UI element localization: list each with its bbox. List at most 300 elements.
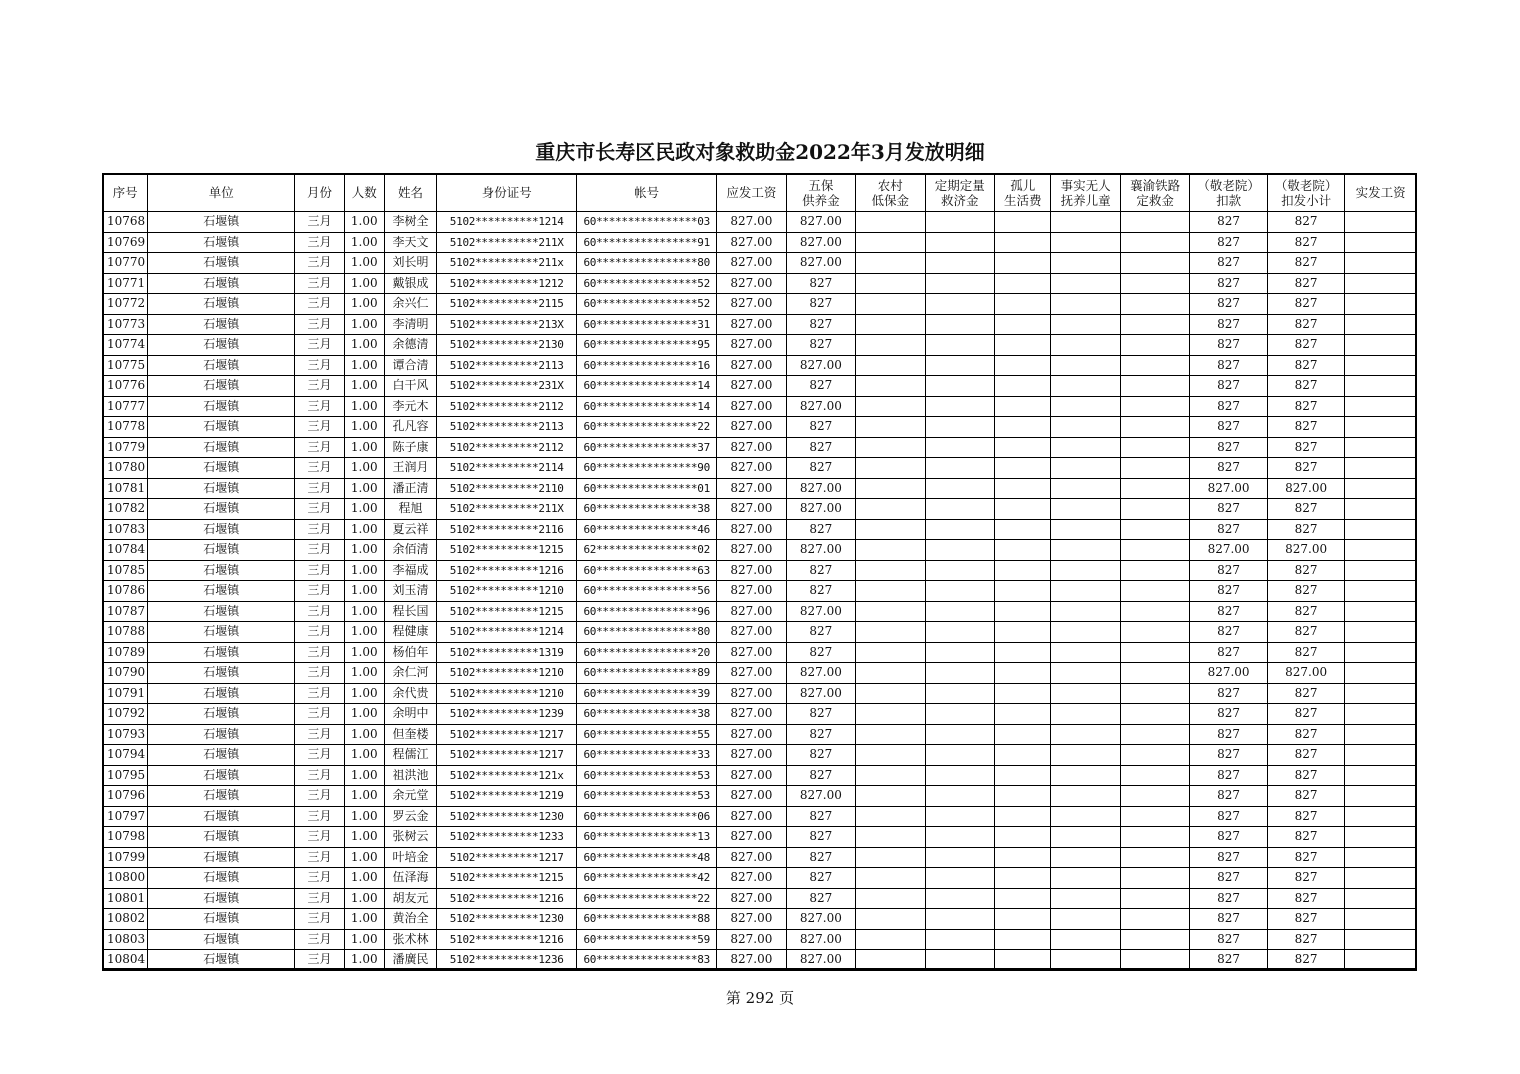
table-cell bbox=[1051, 847, 1120, 868]
table-cell: 827.00 bbox=[717, 232, 786, 253]
table-cell: 1.00 bbox=[344, 642, 384, 663]
table-cell bbox=[995, 560, 1051, 581]
table-cell bbox=[1051, 560, 1120, 581]
table-cell: 石堰镇 bbox=[148, 355, 295, 376]
table-cell: 5102**********1217 bbox=[437, 745, 577, 766]
table-cell: 张树云 bbox=[384, 827, 436, 848]
table-cell bbox=[995, 355, 1051, 376]
table-cell: 5102**********1217 bbox=[437, 724, 577, 745]
table-cell: 827 bbox=[1190, 601, 1268, 622]
table-cell bbox=[856, 909, 925, 930]
table-cell bbox=[1120, 519, 1189, 540]
table-cell bbox=[1345, 499, 1417, 520]
table-cell: 1.00 bbox=[344, 909, 384, 930]
table-cell bbox=[925, 560, 994, 581]
table-cell: 827 bbox=[786, 437, 855, 458]
table-cell bbox=[1120, 642, 1189, 663]
table-cell: 1.00 bbox=[344, 253, 384, 274]
table-cell bbox=[1051, 786, 1120, 807]
table-cell: 60****************37 bbox=[577, 437, 717, 458]
table-cell: 程旭 bbox=[384, 499, 436, 520]
table-cell: 60****************48 bbox=[577, 847, 717, 868]
table-cell: 827.00 bbox=[717, 478, 786, 499]
table-cell: 10795 bbox=[103, 765, 148, 786]
table-cell: 60****************96 bbox=[577, 601, 717, 622]
table-cell: 10781 bbox=[103, 478, 148, 499]
column-header: 应发工资 bbox=[717, 174, 786, 212]
table-cell bbox=[995, 909, 1051, 930]
table-cell bbox=[1051, 294, 1120, 315]
table-cell: 827 bbox=[1190, 827, 1268, 848]
table-cell: 5102**********2112 bbox=[437, 437, 577, 458]
table-cell bbox=[1051, 335, 1120, 356]
table-row bbox=[103, 888, 1417, 909]
page-number: 第 292 页 bbox=[725, 989, 795, 1007]
column-header: 身份证号 bbox=[437, 174, 577, 212]
table-cell: 827 bbox=[1267, 335, 1345, 356]
table-row bbox=[103, 212, 1417, 233]
table-cell: 1.00 bbox=[344, 622, 384, 643]
table-cell: 石堰镇 bbox=[148, 929, 295, 950]
table-row bbox=[103, 232, 1417, 253]
table-cell bbox=[1345, 376, 1417, 397]
table-cell: 余兴仁 bbox=[384, 294, 436, 315]
table-cell: 60****************91 bbox=[577, 232, 717, 253]
table-cell bbox=[925, 376, 994, 397]
table-cell: 5102**********2110 bbox=[437, 478, 577, 499]
table-cell bbox=[995, 786, 1051, 807]
table-cell: 石堰镇 bbox=[148, 909, 295, 930]
table-cell: 李树全 bbox=[384, 212, 436, 233]
table-cell: 1.00 bbox=[344, 663, 384, 684]
table-cell bbox=[925, 765, 994, 786]
table-cell: 石堰镇 bbox=[148, 663, 295, 684]
table-cell: 827 bbox=[1267, 396, 1345, 417]
table-cell bbox=[1051, 868, 1120, 889]
table-cell: 827.00 bbox=[717, 314, 786, 335]
table-cell bbox=[1120, 232, 1189, 253]
table-cell: 827.00 bbox=[786, 950, 855, 971]
table-cell bbox=[1051, 806, 1120, 827]
table-cell bbox=[856, 745, 925, 766]
table-cell bbox=[925, 950, 994, 971]
table-cell: 827 bbox=[1190, 888, 1268, 909]
table-cell: 5102**********121x bbox=[437, 765, 577, 786]
table-cell: 827 bbox=[1190, 765, 1268, 786]
table-cell: 1.00 bbox=[344, 355, 384, 376]
table-cell: 5102**********1230 bbox=[437, 806, 577, 827]
table-cell: 5102**********2113 bbox=[437, 355, 577, 376]
table-cell bbox=[925, 929, 994, 950]
table-cell: 60****************38 bbox=[577, 704, 717, 725]
table-cell: 827.00 bbox=[717, 355, 786, 376]
table-cell: 5102**********1215 bbox=[437, 540, 577, 561]
table-cell: 5102**********1215 bbox=[437, 601, 577, 622]
table-cell: 1.00 bbox=[344, 601, 384, 622]
table-cell bbox=[856, 478, 925, 499]
table-cell: 石堰镇 bbox=[148, 478, 295, 499]
table-cell: 827 bbox=[786, 376, 855, 397]
table-cell bbox=[1120, 212, 1189, 233]
table-cell: 1.00 bbox=[344, 314, 384, 335]
column-header: 孤儿 生活费 bbox=[995, 174, 1051, 212]
table-row bbox=[103, 929, 1417, 950]
table-cell bbox=[925, 622, 994, 643]
table-cell bbox=[1345, 581, 1417, 602]
table-cell bbox=[995, 437, 1051, 458]
table-cell: 5102**********211X bbox=[437, 232, 577, 253]
table-cell bbox=[995, 827, 1051, 848]
table-cell bbox=[995, 847, 1051, 868]
table-cell: 827.00 bbox=[717, 847, 786, 868]
table-cell: 60****************52 bbox=[577, 273, 717, 294]
table-cell: 827 bbox=[1267, 868, 1345, 889]
table-cell: 827.00 bbox=[1190, 663, 1268, 684]
table-cell: 陈子康 bbox=[384, 437, 436, 458]
table-cell bbox=[856, 519, 925, 540]
table-cell: 827.00 bbox=[717, 827, 786, 848]
table-cell: 827 bbox=[1267, 827, 1345, 848]
table-cell: 石堰镇 bbox=[148, 437, 295, 458]
table-cell bbox=[1051, 888, 1120, 909]
table-cell: 827 bbox=[1267, 212, 1345, 233]
table-cell: 刘玉清 bbox=[384, 581, 436, 602]
table-cell: 827 bbox=[1190, 253, 1268, 274]
table-cell: 5102**********1216 bbox=[437, 560, 577, 581]
table-cell: 60****************95 bbox=[577, 335, 717, 356]
table-cell bbox=[925, 540, 994, 561]
table-cell: 10778 bbox=[103, 417, 148, 438]
table-cell bbox=[1120, 540, 1189, 561]
table-cell bbox=[856, 273, 925, 294]
table-row bbox=[103, 540, 1417, 561]
table-row bbox=[103, 417, 1417, 438]
table-cell: 10777 bbox=[103, 396, 148, 417]
table-cell: 谭合清 bbox=[384, 355, 436, 376]
table-cell bbox=[1051, 417, 1120, 438]
table-cell: 1.00 bbox=[344, 499, 384, 520]
table-cell bbox=[856, 786, 925, 807]
table-cell: 827 bbox=[786, 745, 855, 766]
table-cell: 827 bbox=[1267, 273, 1345, 294]
column-header: 月份 bbox=[295, 174, 344, 212]
table-cell bbox=[995, 704, 1051, 725]
table-cell: 60****************52 bbox=[577, 294, 717, 315]
table-cell: 827.00 bbox=[786, 253, 855, 274]
table-cell: 10779 bbox=[103, 437, 148, 458]
table-cell: 827.00 bbox=[786, 478, 855, 499]
table-row bbox=[103, 458, 1417, 479]
table-row bbox=[103, 601, 1417, 622]
table-row bbox=[103, 273, 1417, 294]
table-cell: 827.00 bbox=[1267, 478, 1345, 499]
table-cell: 三月 bbox=[295, 847, 344, 868]
table-cell bbox=[995, 888, 1051, 909]
table-cell bbox=[925, 519, 994, 540]
table-cell bbox=[1120, 355, 1189, 376]
table-cell bbox=[1051, 765, 1120, 786]
table-row bbox=[103, 499, 1417, 520]
table-cell: 石堰镇 bbox=[148, 724, 295, 745]
table-cell: 827.00 bbox=[786, 499, 855, 520]
table-cell: 1.00 bbox=[344, 765, 384, 786]
table-cell: 827.00 bbox=[786, 683, 855, 704]
table-cell: 三月 bbox=[295, 909, 344, 930]
table-cell: 827.00 bbox=[717, 376, 786, 397]
table-cell: 三月 bbox=[295, 396, 344, 417]
table-cell: 10790 bbox=[103, 663, 148, 684]
table-cell: 5102**********2116 bbox=[437, 519, 577, 540]
table-cell bbox=[1120, 273, 1189, 294]
table-cell: 827 bbox=[786, 581, 855, 602]
table-cell: 827 bbox=[1190, 417, 1268, 438]
table-cell: 827 bbox=[1190, 212, 1268, 233]
table-cell: 60****************63 bbox=[577, 560, 717, 581]
table-row bbox=[103, 765, 1417, 786]
table-cell: 827.00 bbox=[717, 663, 786, 684]
table-cell: 李清明 bbox=[384, 314, 436, 335]
column-header: 五保 供养金 bbox=[786, 174, 855, 212]
table-cell bbox=[995, 232, 1051, 253]
table-cell: 1.00 bbox=[344, 868, 384, 889]
table-cell: 孔凡容 bbox=[384, 417, 436, 438]
table-cell: 1.00 bbox=[344, 540, 384, 561]
table-cell bbox=[925, 478, 994, 499]
table-row bbox=[103, 581, 1417, 602]
table-cell: 三月 bbox=[295, 581, 344, 602]
table-cell: 三月 bbox=[295, 273, 344, 294]
table-cell bbox=[925, 909, 994, 930]
table-cell: 三月 bbox=[295, 827, 344, 848]
table-cell bbox=[1345, 458, 1417, 479]
table-cell bbox=[1345, 786, 1417, 807]
table-cell: 1.00 bbox=[344, 232, 384, 253]
table-cell bbox=[925, 888, 994, 909]
table-cell bbox=[995, 376, 1051, 397]
table-cell bbox=[1051, 458, 1120, 479]
table-cell: 827.00 bbox=[786, 909, 855, 930]
table-cell: 827 bbox=[1190, 396, 1268, 417]
table-cell bbox=[995, 519, 1051, 540]
table-cell: 827 bbox=[1267, 253, 1345, 274]
table-cell: 三月 bbox=[295, 704, 344, 725]
table-cell bbox=[1120, 478, 1189, 499]
table-cell: 5102**********2115 bbox=[437, 294, 577, 315]
table-cell: 827.00 bbox=[717, 786, 786, 807]
table-cell: 827.00 bbox=[717, 273, 786, 294]
table-cell: 罗云金 bbox=[384, 806, 436, 827]
table-cell: 827 bbox=[786, 273, 855, 294]
table-cell: 60****************53 bbox=[577, 786, 717, 807]
table-cell: 827.00 bbox=[786, 212, 855, 233]
table-cell: 三月 bbox=[295, 724, 344, 745]
table-cell: 827 bbox=[1267, 355, 1345, 376]
table-cell: 60****************06 bbox=[577, 806, 717, 827]
table-cell bbox=[995, 314, 1051, 335]
table-row bbox=[103, 478, 1417, 499]
table-cell bbox=[995, 950, 1051, 971]
table-cell: 827.00 bbox=[717, 704, 786, 725]
table-cell bbox=[1120, 396, 1189, 417]
table-cell: 5102**********1210 bbox=[437, 663, 577, 684]
table-cell bbox=[995, 806, 1051, 827]
table-cell bbox=[1345, 560, 1417, 581]
table-cell: 60****************03 bbox=[577, 212, 717, 233]
table-cell: 石堰镇 bbox=[148, 806, 295, 827]
table-cell: 1.00 bbox=[344, 581, 384, 602]
table-cell: 60****************46 bbox=[577, 519, 717, 540]
table-cell: 10787 bbox=[103, 601, 148, 622]
table-cell bbox=[1051, 232, 1120, 253]
table-cell: 石堰镇 bbox=[148, 232, 295, 253]
table-cell bbox=[1051, 253, 1120, 274]
table-cell: 827 bbox=[1190, 642, 1268, 663]
table-cell: 三月 bbox=[295, 335, 344, 356]
table-cell bbox=[995, 581, 1051, 602]
table-cell bbox=[995, 868, 1051, 889]
table-cell: 三月 bbox=[295, 355, 344, 376]
table-cell: 1.00 bbox=[344, 929, 384, 950]
table-cell: 石堰镇 bbox=[148, 253, 295, 274]
table-cell: 827.00 bbox=[717, 909, 786, 930]
table-cell: 石堰镇 bbox=[148, 888, 295, 909]
table-cell: 李福成 bbox=[384, 560, 436, 581]
table-cell bbox=[995, 335, 1051, 356]
table-cell: 石堰镇 bbox=[148, 458, 295, 479]
table-cell: 三月 bbox=[295, 868, 344, 889]
table-cell: 夏云祥 bbox=[384, 519, 436, 540]
table-cell bbox=[1120, 663, 1189, 684]
table-cell: 827.00 bbox=[717, 765, 786, 786]
table-cell: 827 bbox=[1190, 806, 1268, 827]
table-cell: 10802 bbox=[103, 909, 148, 930]
table-cell: 827.00 bbox=[786, 232, 855, 253]
table-cell bbox=[1120, 458, 1189, 479]
table-row bbox=[103, 519, 1417, 540]
table-cell: 827 bbox=[1267, 765, 1345, 786]
table-cell: 石堰镇 bbox=[148, 950, 295, 971]
table-cell: 827 bbox=[1190, 704, 1268, 725]
table-cell: 827 bbox=[1190, 335, 1268, 356]
table-cell bbox=[995, 458, 1051, 479]
table-cell bbox=[856, 458, 925, 479]
table-cell bbox=[1051, 519, 1120, 540]
table-cell bbox=[995, 212, 1051, 233]
table-cell: 1.00 bbox=[344, 376, 384, 397]
table-cell: 5102**********211x bbox=[437, 253, 577, 274]
table-cell: 石堰镇 bbox=[148, 827, 295, 848]
table-cell bbox=[1345, 232, 1417, 253]
table-cell: 三月 bbox=[295, 294, 344, 315]
table-cell bbox=[1120, 929, 1189, 950]
table-cell: 827 bbox=[1190, 355, 1268, 376]
table-cell: 827 bbox=[1267, 806, 1345, 827]
table-cell: 827 bbox=[1190, 232, 1268, 253]
table-cell: 三月 bbox=[295, 683, 344, 704]
table-cell: 石堰镇 bbox=[148, 847, 295, 868]
table-cell: 余德清 bbox=[384, 335, 436, 356]
table-cell bbox=[856, 355, 925, 376]
table-cell: 刘长明 bbox=[384, 253, 436, 274]
table-cell bbox=[925, 335, 994, 356]
table-cell: 三月 bbox=[295, 622, 344, 643]
table-cell: 827 bbox=[1267, 642, 1345, 663]
table-cell bbox=[995, 396, 1051, 417]
table-cell: 827.00 bbox=[786, 929, 855, 950]
table-cell: 10788 bbox=[103, 622, 148, 643]
table-cell: 5102**********1219 bbox=[437, 786, 577, 807]
table-cell: 1.00 bbox=[344, 560, 384, 581]
relief-payment-table bbox=[102, 173, 1417, 971]
table-cell: 827.00 bbox=[717, 950, 786, 971]
table-cell bbox=[1345, 519, 1417, 540]
table-cell bbox=[1051, 704, 1120, 725]
column-header: （敬老院） 扣发小计 bbox=[1267, 174, 1345, 212]
table-cell: 5102**********1230 bbox=[437, 909, 577, 930]
table-cell bbox=[1345, 950, 1417, 971]
table-cell: 827 bbox=[1190, 745, 1268, 766]
table-row bbox=[103, 314, 1417, 335]
table-cell bbox=[1120, 622, 1189, 643]
table-cell: 60****************14 bbox=[577, 376, 717, 397]
table-cell: 827 bbox=[1190, 437, 1268, 458]
table-cell bbox=[1051, 499, 1120, 520]
table-cell: 62****************02 bbox=[577, 540, 717, 561]
table-cell bbox=[1345, 724, 1417, 745]
table-cell: 10776 bbox=[103, 376, 148, 397]
table-cell: 827 bbox=[786, 335, 855, 356]
table-cell bbox=[856, 581, 925, 602]
table-cell: 60****************39 bbox=[577, 683, 717, 704]
table-cell: 石堰镇 bbox=[148, 396, 295, 417]
table-cell: 石堰镇 bbox=[148, 417, 295, 438]
table-cell: 60****************38 bbox=[577, 499, 717, 520]
table-cell: 石堰镇 bbox=[148, 560, 295, 581]
table-cell: 827 bbox=[786, 519, 855, 540]
table-cell bbox=[856, 724, 925, 745]
table-cell: 827.00 bbox=[717, 540, 786, 561]
table-cell bbox=[1345, 478, 1417, 499]
table-cell: 827.00 bbox=[1267, 663, 1345, 684]
table-cell bbox=[856, 847, 925, 868]
table-cell bbox=[1051, 396, 1120, 417]
table-cell bbox=[1120, 376, 1189, 397]
table-cell: 827.00 bbox=[786, 663, 855, 684]
table-cell: 石堰镇 bbox=[148, 786, 295, 807]
table-cell bbox=[856, 232, 925, 253]
table-cell: 1.00 bbox=[344, 847, 384, 868]
table-cell bbox=[856, 560, 925, 581]
table-cell bbox=[1120, 601, 1189, 622]
table-cell bbox=[1051, 683, 1120, 704]
table-cell: 60****************80 bbox=[577, 622, 717, 643]
table-cell bbox=[925, 683, 994, 704]
table-row bbox=[103, 622, 1417, 643]
table-cell: 827 bbox=[1190, 499, 1268, 520]
table-cell: 三月 bbox=[295, 950, 344, 971]
table-cell bbox=[856, 704, 925, 725]
table-cell: 张术林 bbox=[384, 929, 436, 950]
table-cell bbox=[1345, 273, 1417, 294]
page-title: 重庆市长寿区民政对象救助金2022年3月发放明细 bbox=[535, 140, 985, 164]
table-cell: 60****************33 bbox=[577, 745, 717, 766]
table-cell: 60****************20 bbox=[577, 642, 717, 663]
table-cell: 10769 bbox=[103, 232, 148, 253]
table-cell: 827 bbox=[1190, 581, 1268, 602]
table-cell bbox=[925, 232, 994, 253]
table-cell: 10804 bbox=[103, 950, 148, 971]
table-cell: 827.00 bbox=[1190, 540, 1268, 561]
